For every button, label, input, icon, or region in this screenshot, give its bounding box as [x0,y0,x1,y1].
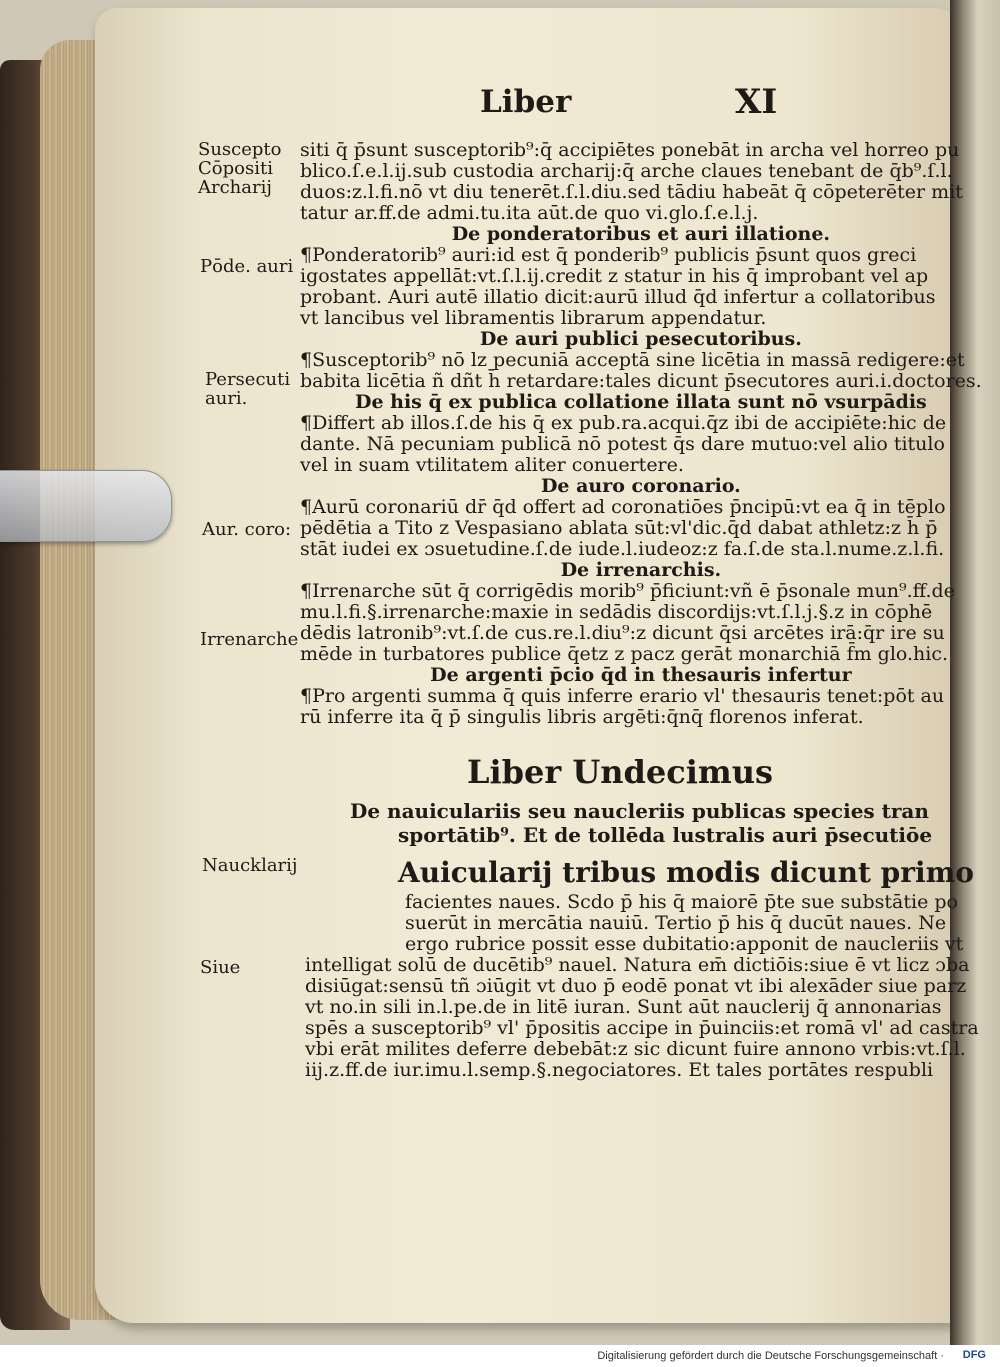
text-line: mu.l.fi.§.irrenarche:maxie in sedādis discordijs:vt.ſ.l.j.§.z in cōphē [300,601,933,623]
text-line: dēdis latronib⁹:vt.ſ.de cus.re.l.diu⁹:z dicunt q̄si arcētes irā:q̄r ire su [300,622,945,644]
text-line: dante. Nā pecuniam publicā nō potest q̄s dare mutuo:vel alio titulo [300,433,945,455]
margin-note: Persecuti [205,369,291,390]
section-heading: De his q̄ ex publica collatione illata sunt nō vsurpādis [354,391,927,413]
margin-note: Aur. coro: [202,519,292,540]
text-line: ¶Differt ab illos.ſ.de his q̄ ex pub.ra.acqui.q̄z ibi de accipiēte:hic de [300,412,947,434]
text-line: igostates appellāt:vt.ſ.l.ij.credit z statur in his q̄ improbant vel ap [300,265,929,287]
header-number: XI [735,82,778,122]
text-line: babita licētia ñ dñt h̄ retardare:tales dicunt p̄secutores auri.i.doctores. [300,370,982,392]
footer-bar [0,1345,1000,1367]
dfg-logo: DFG [962,1349,986,1361]
text-line: ¶Aurū coronariū dr̄ q̄d offert ad coronatiōes p̄ncipū:vt ea q̄ in tēplo [300,496,946,518]
initial-line [398,856,974,890]
margin-note: Archarij [198,177,272,198]
text-line: intelligat solū de ducētib⁹ nauel. Natura em̄ dictiōis:siue ē vt licz ɔba [305,954,970,976]
section-heading: De argenti p̄cio q̄d in thesauris infertur [430,664,852,686]
margin-note-group [205,370,290,408]
text-line: ergo rubrice possit esse dubitatio:apponit de naucleriis vt [405,933,964,955]
text-column [300,140,982,728]
text-line: facientes naues. Scdo p̄ his q̄ maiorē p̄te sue substātie po [405,891,958,913]
running-header [480,84,800,124]
section-heading: De irrenarchis. [560,559,722,581]
text-line: ¶Susceptorib⁹ nō lz pecuniā acceptā sine licētia in massā redigere:et [300,349,965,371]
text-line: suerūt in mercātia nauiū. Tertio p̄ his q̄ ducūt naues. Ne [405,912,947,934]
text-line: ¶Ponderatorib⁹ auri:id est q̄ ponderib⁹ publicis p̄sunt quos greci [300,244,917,266]
margin-note: Suscepto [198,139,282,160]
text-line: blico.ſ.e.l.ij.sub custodia archarij:q̄ arche claues tenebant de q̄b⁹.ſ.l. [300,160,953,182]
margin-note: Irrenarche [200,629,299,650]
book-title-block [300,752,940,792]
text-line: probant. Auri autē illatio dicit:aurū illud q̄d infertur a collatoribus [300,286,936,308]
text-line: duos:z.l.fi.nō vt diu tenerēt.ſ.l.diu.sed tādiu habeāt q̄ cōpeterēter mit [300,181,963,203]
section-heading: De auri publici pesecutoribus. [479,328,802,350]
text-line: vbi erāt milites deferre debebāt:z sic dicunt fuire annono vrbis:vt.ſ.l. [305,1038,966,1060]
section-heading: De auro coronario. [540,475,741,497]
text-line: vel in suam vtilitatem aliter conuertere. [300,454,684,476]
text-line: tatur ar.ff.de admi.tu.ita aūt.de quo vi.glo.ſ.e.l.j. [300,202,759,224]
book-title: Liber Undecimus [466,753,774,791]
text-line: ¶Pro argenti summa q̄ quis inferre erario vl' thesauris tenet:pōt au [300,685,945,707]
text-line: pēdētia a Tito z Vespasiano ablata sūt:vl'dic.q̄d dabat athletz:z h̄ p̄ [300,517,938,539]
text-line: iij.z.ff.de iur.imu.l.semp.§.negociatores. Et tales portātes respubli [305,1059,934,1081]
margin-note-group [198,140,282,197]
page-clip [0,470,172,542]
rubric-line: De nauiculariis seu naucleriis publicas species tran [350,799,929,823]
rubric [350,800,932,848]
text-line: spēs a susceptorib⁹ vl' p̄positis accipe in p̄uinciis:et romā vl' ad castra [305,1017,979,1039]
text-line: disiūgat:sensū tñ ɔiūgit vt duo p̄ eodē ponat vt ibi alexāder siue parz [305,975,967,997]
section-heading: De ponderatoribus et auri illatione. [451,223,831,245]
rubric-line: sportātib⁹. Et de tollēda lustralis auri p̄secutiōe [398,823,933,847]
text-line: vt lancibus vel libramentis librarum appendatur. [300,307,767,329]
text-line: rū inferre ita q̄ p̄ singulis libris argēti:q̄nq̄ florenos inferat. [300,706,864,728]
text-line: ¶Irrenarche sūt q̄ corrigēdis morib⁹ p̄ficiunt:vñ ē p̄sonale mun⁹.ff.de [300,580,955,602]
text-line: stāt iudei ex ɔsuetudine.ſ.de iude.l.iudeoz:z fa.ſ.de sta.l.nume.z.l.fi. [300,538,945,560]
text-column-3 [305,955,979,1081]
funding-credit: Digitalisierung gefördert durch die Deutsche Forschungsgemeinschaft · [597,1350,944,1362]
text-line: siti q̄ p̄sunt susceptorib⁹:q̄ accipiētes ponebāt in archa vel horreo pu [300,139,960,161]
initial-text: Auicularij tribus modis dicunt primo [398,856,974,889]
margin-note: Pōde. auri [200,256,294,277]
text-line: mēde in turbatores publice q̄etz z pacz gerāt monarchiā f̄m glo.hic. [300,643,949,665]
text-column-2 [405,892,963,955]
text-line: vt no.in sili in.l.pe.de in litē iuran. Sunt aūt nauclerij q̄ annonarias [305,996,942,1018]
margin-note: Naucklarij [202,855,298,876]
header-title: Liber [480,84,572,120]
margin-note: Siue [200,957,241,978]
margin-note: Cōpositi [198,158,273,179]
margin-note: auri. [205,388,248,409]
